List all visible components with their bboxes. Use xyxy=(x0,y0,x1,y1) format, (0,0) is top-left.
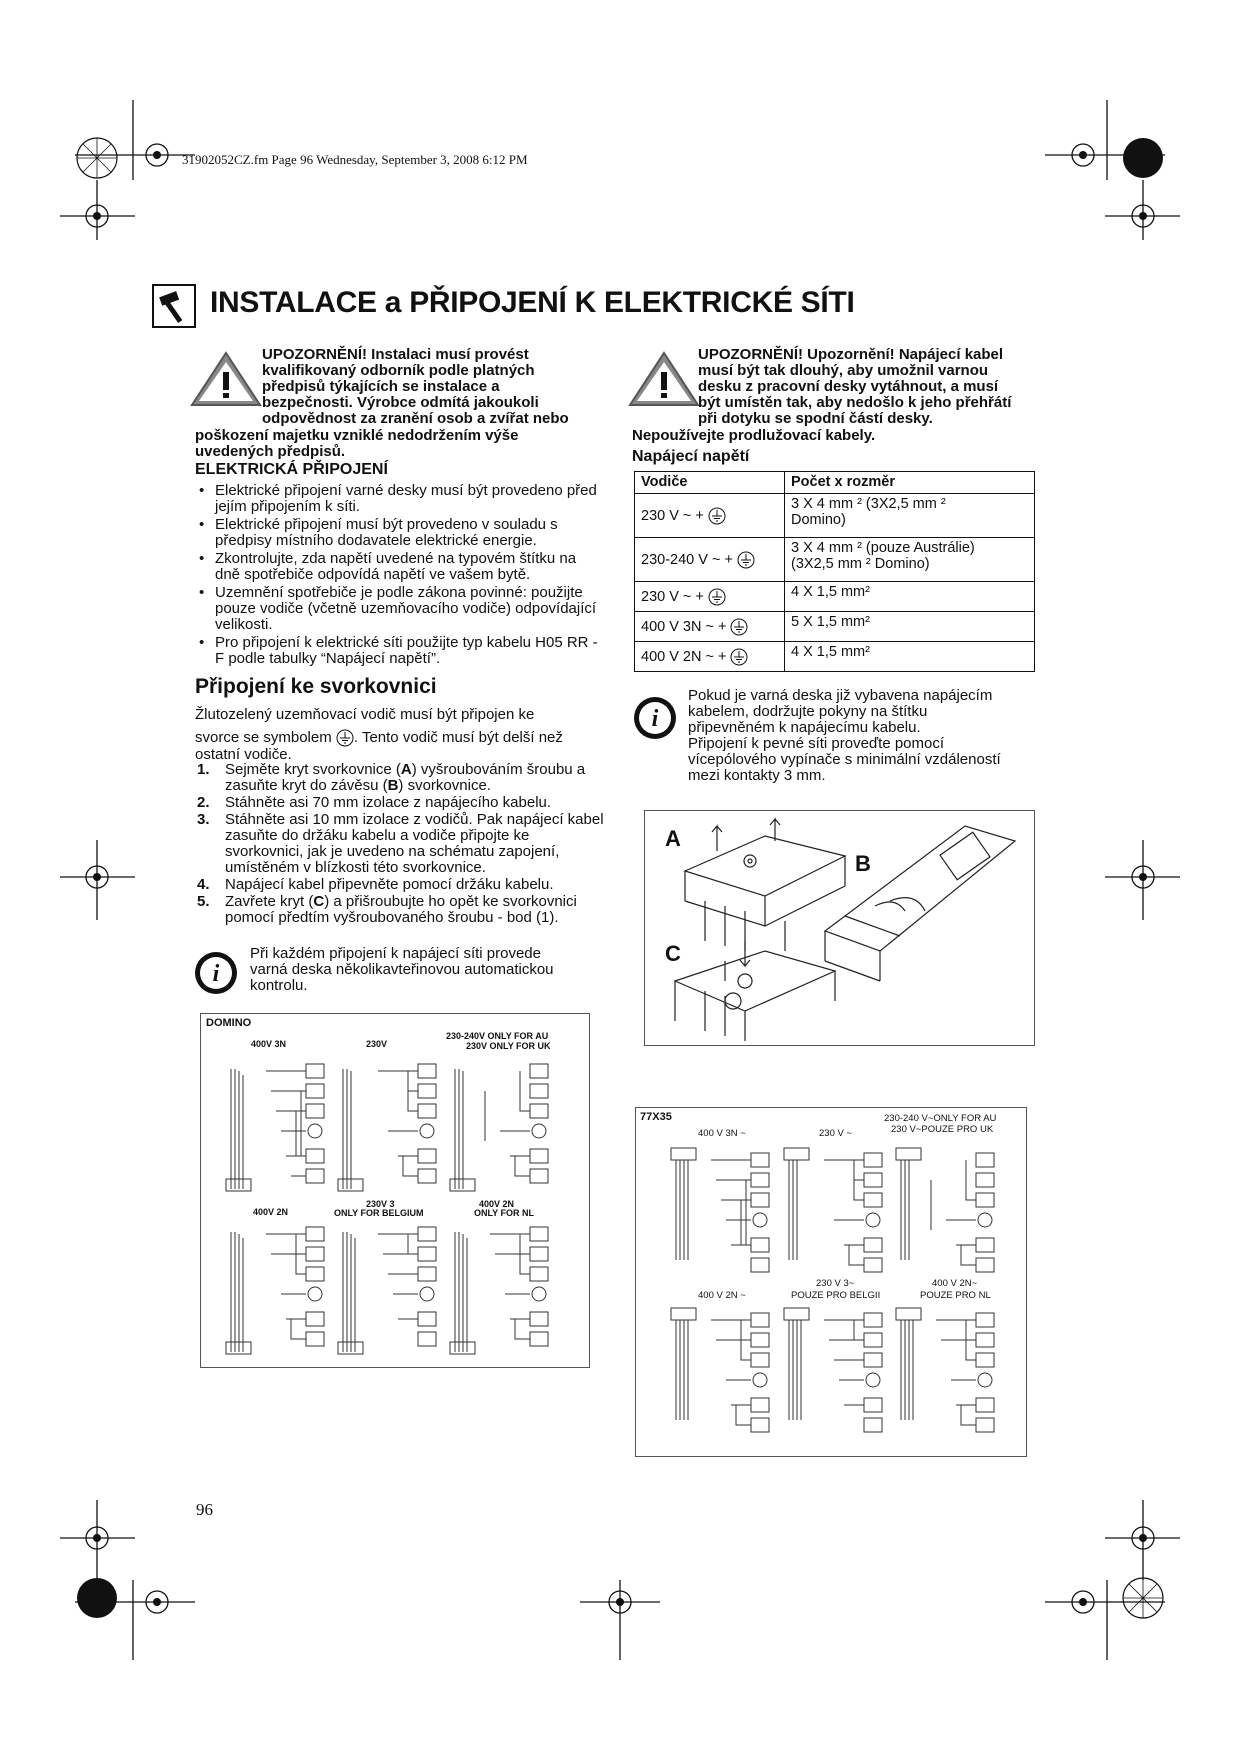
77x35-title: 77X35 xyxy=(640,1111,672,1123)
table-row: 230 V ~ + 3 X 4 mm ² (3X2,5 mm ² Domino) xyxy=(635,494,1035,538)
svg-text:i: i xyxy=(212,961,220,987)
col-header: Počet x rozměr xyxy=(785,472,1035,494)
figure-label-b: B xyxy=(855,851,871,876)
bullet-item: • Uzemnění spotřebiče je podle zákona povinné: použijte pouze vodiče (včetně uzemňovacího vodiče) odpovídající velikosti. xyxy=(199,584,597,633)
domino-title: DOMINO xyxy=(206,1017,252,1029)
figure-label-a: A xyxy=(665,826,681,851)
step-item: 1. Sejměte kryt svorkovnice (A) vyšroubováním šroubu a zasuňte kryt do závěsu (B) svorkovnice. xyxy=(197,761,586,794)
right-info: Pokud je varná deska již vybavena napájecím kabelem, dodržujte pokyny na štítku připevněném k napájecímu kabelu. Připojení k pevné síti proveďte pomocí vícepólového vypínače s minimální vzdáleností mezi kontakty 3 mm. xyxy=(688,687,1001,784)
info-icon xyxy=(193,950,239,996)
domino-label: 230V 3 xyxy=(366,1199,395,1209)
left-warning: UPOZORNĚNÍ! Instalaci musí provést kvalifikovaný odborník podle platných předpisů týkajících se instalace a bezpečnosti. Výrobce odmítá jakoukoli odpovědnost za zranění osob a zvířat nebo xyxy=(262,346,569,427)
step-item: 5. Zavřete kryt (C) a přišroubujte ho opět ke svorkovnici pomocí předtím vyšroubovaného šroubu - bod (1). xyxy=(197,893,577,926)
ground-symbol-icon xyxy=(730,618,748,636)
step-item: 3. Stáhněte asi 10 mm izolace z vodičů. Pak napájecí kabel zasuňte do držáku kabelu a vodiče připojte ke svorkovnici, jak je uvedeno na schématu zapojení, umístěném v blízkosti této svorkovnice. xyxy=(197,811,604,876)
ground-symbol-icon xyxy=(737,551,755,569)
col-header: Vodiče xyxy=(635,472,785,494)
77x35-label: POUZE PRO NL xyxy=(920,1290,991,1301)
domino-schematics xyxy=(201,1014,589,1367)
right-warning-cont: Nepoužívejte prodlužovací kabely. xyxy=(632,427,876,444)
warning-icon xyxy=(190,350,262,408)
77x35-label: 230 V 3~ xyxy=(816,1278,855,1289)
print-header: 31902052CZ.fm Page 96 Wednesday, September 3, 2008 6:12 PM xyxy=(182,152,528,167)
domino-label: ONLY FOR NL xyxy=(474,1208,535,1218)
77x35-schematics xyxy=(636,1108,1026,1456)
domino-wiring-diagram xyxy=(200,1013,590,1368)
table-row: 230 V ~ + 4 X 1,5 mm² xyxy=(635,582,1035,612)
terminal-steps xyxy=(195,762,605,927)
terminal-intro: Žlutozelený uzemňovací vodič musí být připojen ke svorce se symbolem . Tento vodič musí být delší než ostatní vodiče. xyxy=(195,706,563,763)
domino-label: 230V xyxy=(366,1039,388,1049)
page-title: INSTALACE a PŘIPOJENÍ K ELEKTRICKÉ SÍTI xyxy=(210,286,855,319)
table-row: 400 V 2N ~ + 4 X 1,5 mm² xyxy=(635,642,1035,672)
domino-label: 230-240V ONLY FOR AU xyxy=(446,1031,549,1041)
table-row: 230-240 V ~ + 3 X 4 mm ² (pouze Austrálie) (3X2,5 mm ² Domino) xyxy=(635,538,1035,582)
warning-icon xyxy=(628,350,700,408)
info-icon xyxy=(632,695,678,741)
77x35-label: 230-240 V~ONLY FOR AU xyxy=(884,1113,997,1124)
hammer-icon xyxy=(152,284,196,328)
77x35-wiring-diagram xyxy=(635,1107,1027,1457)
left-warning-cont: poškození majetku vzniklé nedodržením výše uvedených předpisů. xyxy=(195,427,519,460)
77x35-label: 400 V 2N~ xyxy=(932,1278,978,1289)
figure-label-c: C xyxy=(665,941,681,966)
bullet-item: • Pro připojení k elektrické síti použijte typ kabelu H05 RR -F podle tabulky “Napájecí napětí”. xyxy=(199,634,598,667)
domino-label: 230V ONLY FOR UK xyxy=(466,1041,551,1051)
ground-symbol-icon xyxy=(708,588,726,606)
elec-bullets xyxy=(195,483,605,669)
77x35-label: 400 V 3N ~ xyxy=(698,1128,746,1139)
domino-label: 400V 2N xyxy=(479,1199,515,1209)
page-number: 96 xyxy=(196,1500,213,1519)
bullet-item: • Elektrické připojení musí být provedeno v souladu s předpisy místního dodavatele elektrické energie. xyxy=(199,516,558,549)
77x35-label: 230 V ~ xyxy=(819,1128,853,1139)
table-row: 400 V 3N ~ + 5 X 1,5 mm² xyxy=(635,612,1035,642)
right-warning: UPOZORNĚNÍ! Upozornění! Napájecí kabel musí být tak dlouhý, aby umožnil varnou desku z pracovní desky vytáhnout, a musí být umístěn tak, aby nedošlo k jeho přehřátí při dotyku se spodní částí desky. xyxy=(698,346,1012,427)
step-item: 2. Stáhněte asi 70 mm izolace z napájecího kabelu. xyxy=(197,794,552,811)
domino-label: 400V 2N xyxy=(253,1207,289,1217)
terminal-heading: Připojení ke svorkovnici xyxy=(195,675,437,698)
77x35-label: POUZE PRO BELGII xyxy=(791,1290,881,1301)
left-info: Při každém připojení k napájecí síti provede varná deska několikavteřinovou automatickou kontrolu. xyxy=(250,945,554,994)
bullet-item: • Zkontrolujte, zda napětí uvedené na typovém štítku na dně spotřebiče odpovídá napětí ve vašem bytě. xyxy=(199,550,577,583)
ground-symbol-icon xyxy=(336,729,354,747)
ground-symbol-icon xyxy=(730,648,748,666)
voltage-table xyxy=(634,471,1035,672)
table-header-row xyxy=(635,472,1035,494)
77x35-label: 230 V~POUZE PRO UK xyxy=(891,1124,994,1135)
domino-label: 400V 3N xyxy=(251,1039,287,1049)
bullet-item: • Elektrické připojení varné desky musí být provedeno před jejím připojením k síti. xyxy=(199,482,597,515)
step-item: 4. Napájecí kabel připevněte pomocí držáku kabelu. xyxy=(197,876,554,893)
terminal-block-drawing xyxy=(645,811,1034,1045)
domino-label: ONLY FOR BELGIUM xyxy=(334,1208,424,1218)
77x35-label: 400 V 2N ~ xyxy=(698,1290,746,1301)
svg-text:i: i xyxy=(651,706,659,732)
elec-heading: ELEKTRICKÁ PŘIPOJENÍ xyxy=(195,461,388,478)
supply-heading: Napájecí napětí xyxy=(632,448,750,465)
ground-symbol-icon xyxy=(708,507,726,525)
terminal-cover-figure xyxy=(644,810,1035,1046)
